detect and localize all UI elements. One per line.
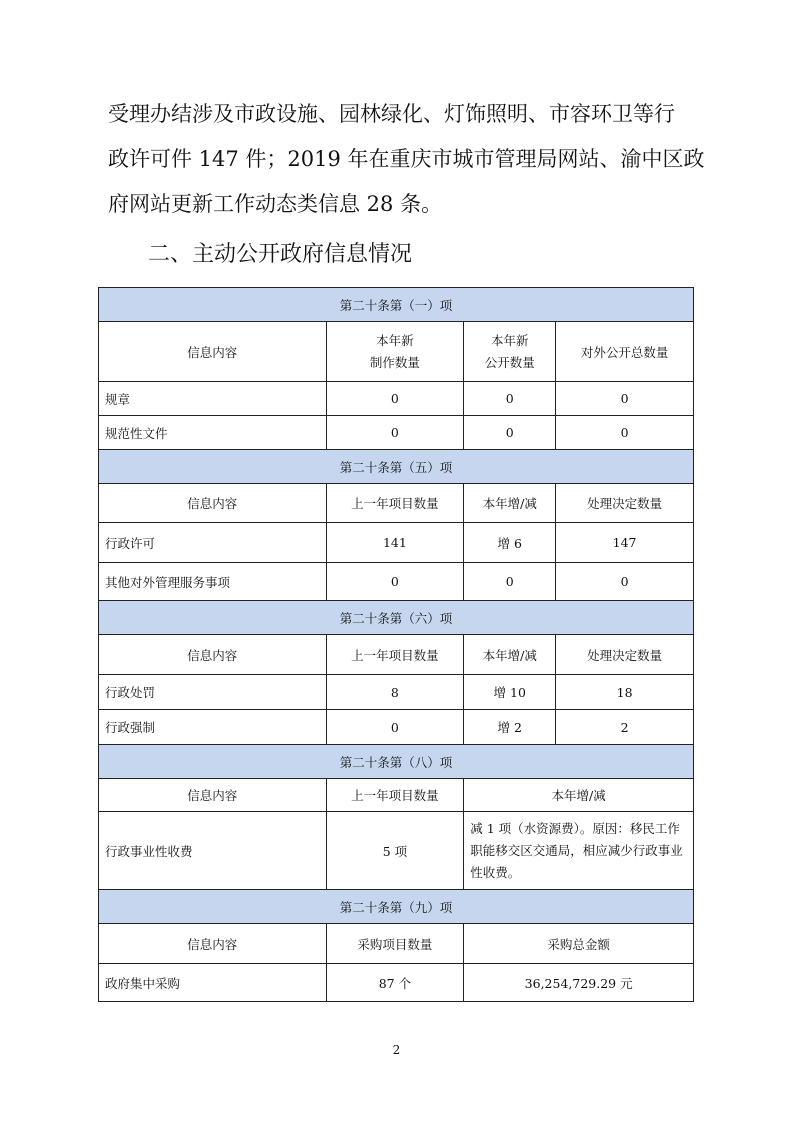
column-header: 本年增/减 <box>464 779 694 812</box>
column-header: 信息内容 <box>99 635 327 675</box>
cell: 行政强制 <box>99 710 327 745</box>
table-row <box>99 812 694 890</box>
cell: 0 <box>556 416 694 450</box>
table-row <box>99 563 694 601</box>
table-row <box>99 964 694 1002</box>
header-line: 本年新 <box>490 332 529 348</box>
intro-line: 政许可件 147 件；2019 年在重庆市城市管理局网站、渝中区政 <box>108 147 705 171</box>
cell: 2 <box>556 710 694 745</box>
section-heading: 二、主动公开政府信息情况 <box>148 242 413 267</box>
column-header <box>326 322 464 382</box>
cell: 87 个 <box>326 964 464 1002</box>
column-header: 本年增/减 <box>464 484 556 523</box>
table-row <box>99 523 694 563</box>
cell: 0 <box>556 563 694 601</box>
cell: 规范性文件 <box>99 416 327 450</box>
cell: 0 <box>464 563 556 601</box>
section-title-row <box>99 450 694 484</box>
header-row <box>99 635 694 675</box>
column-header: 信息内容 <box>99 484 327 523</box>
column-header: 采购总金额 <box>464 924 694 964</box>
cell: 5 项 <box>326 812 464 890</box>
cell: 增 2 <box>464 710 556 745</box>
section-title-row <box>99 745 694 779</box>
column-header: 上一年项目数量 <box>326 779 464 812</box>
section-title: 第二十条第（八）项 <box>99 745 694 779</box>
column-header: 上一年项目数量 <box>326 635 464 675</box>
cell: 行政处罚 <box>99 675 327 710</box>
header-row <box>99 779 694 812</box>
intro-line: 受理办结涉及市政设施、园林绿化、灯饰照明、市容环卫等行 <box>108 102 675 126</box>
header-row <box>99 924 694 964</box>
column-header: 处理决定数量 <box>556 635 694 675</box>
header-line: 制作数量 <box>369 354 420 370</box>
cell: 0 <box>326 416 464 450</box>
column-header <box>464 322 556 382</box>
cell: 18 <box>556 675 694 710</box>
cell: 0 <box>464 382 556 416</box>
section-title: 第二十条第（九）项 <box>99 890 694 924</box>
disclosure-table <box>98 287 694 1002</box>
table-row <box>99 675 694 710</box>
cell: 0 <box>464 416 556 450</box>
section-title: 第二十条第（六）项 <box>99 601 694 635</box>
column-header: 本年增/减 <box>464 635 556 675</box>
section-title-row <box>99 288 694 322</box>
section-title: 第二十条第（一）项 <box>99 288 694 322</box>
header-row <box>99 484 694 523</box>
cell: 规章 <box>99 382 327 416</box>
column-header: 处理决定数量 <box>556 484 694 523</box>
table-row <box>99 416 694 450</box>
cell: 0 <box>326 382 464 416</box>
page-number: 2 <box>392 1043 401 1057</box>
cell: 0 <box>326 710 464 745</box>
cell: 36,254,729.29 元 <box>464 964 694 1002</box>
cell: 其他对外管理服务事项 <box>99 563 327 601</box>
column-header: 采购项目数量 <box>326 924 464 964</box>
cell: 行政事业性收费 <box>99 812 327 890</box>
cell: 8 <box>326 675 464 710</box>
cell: 增 6 <box>464 523 556 563</box>
intro-line: 府网站更新工作动态类信息 28 条。 <box>108 192 443 216</box>
header-line: 本年新 <box>376 332 414 348</box>
cell: 0 <box>556 382 694 416</box>
intro-paragraph <box>108 92 708 227</box>
column-header: 信息内容 <box>99 322 327 382</box>
cell: 141 <box>326 523 464 563</box>
cell: 0 <box>326 563 464 601</box>
section-title-row <box>99 601 694 635</box>
cell: 行政许可 <box>99 523 327 563</box>
header-row <box>99 322 694 382</box>
cell: 147 <box>556 523 694 563</box>
cell: 政府集中采购 <box>99 964 327 1002</box>
cell: 增 10 <box>464 675 556 710</box>
column-header: 上一年项目数量 <box>326 484 464 523</box>
column-header: 信息内容 <box>99 924 327 964</box>
table-row <box>99 382 694 416</box>
section-title: 第二十条第（五）项 <box>99 450 694 484</box>
header-line: 公开数量 <box>484 354 535 370</box>
table-row <box>99 710 694 745</box>
column-header: 信息内容 <box>99 779 327 812</box>
column-header: 对外公开总数量 <box>556 322 694 382</box>
cell: 减 1 项（水资源费）。原因：移民工作职能移交区交通局，相应减少行政事业性收费。 <box>464 812 694 890</box>
section-title-row <box>99 890 694 924</box>
